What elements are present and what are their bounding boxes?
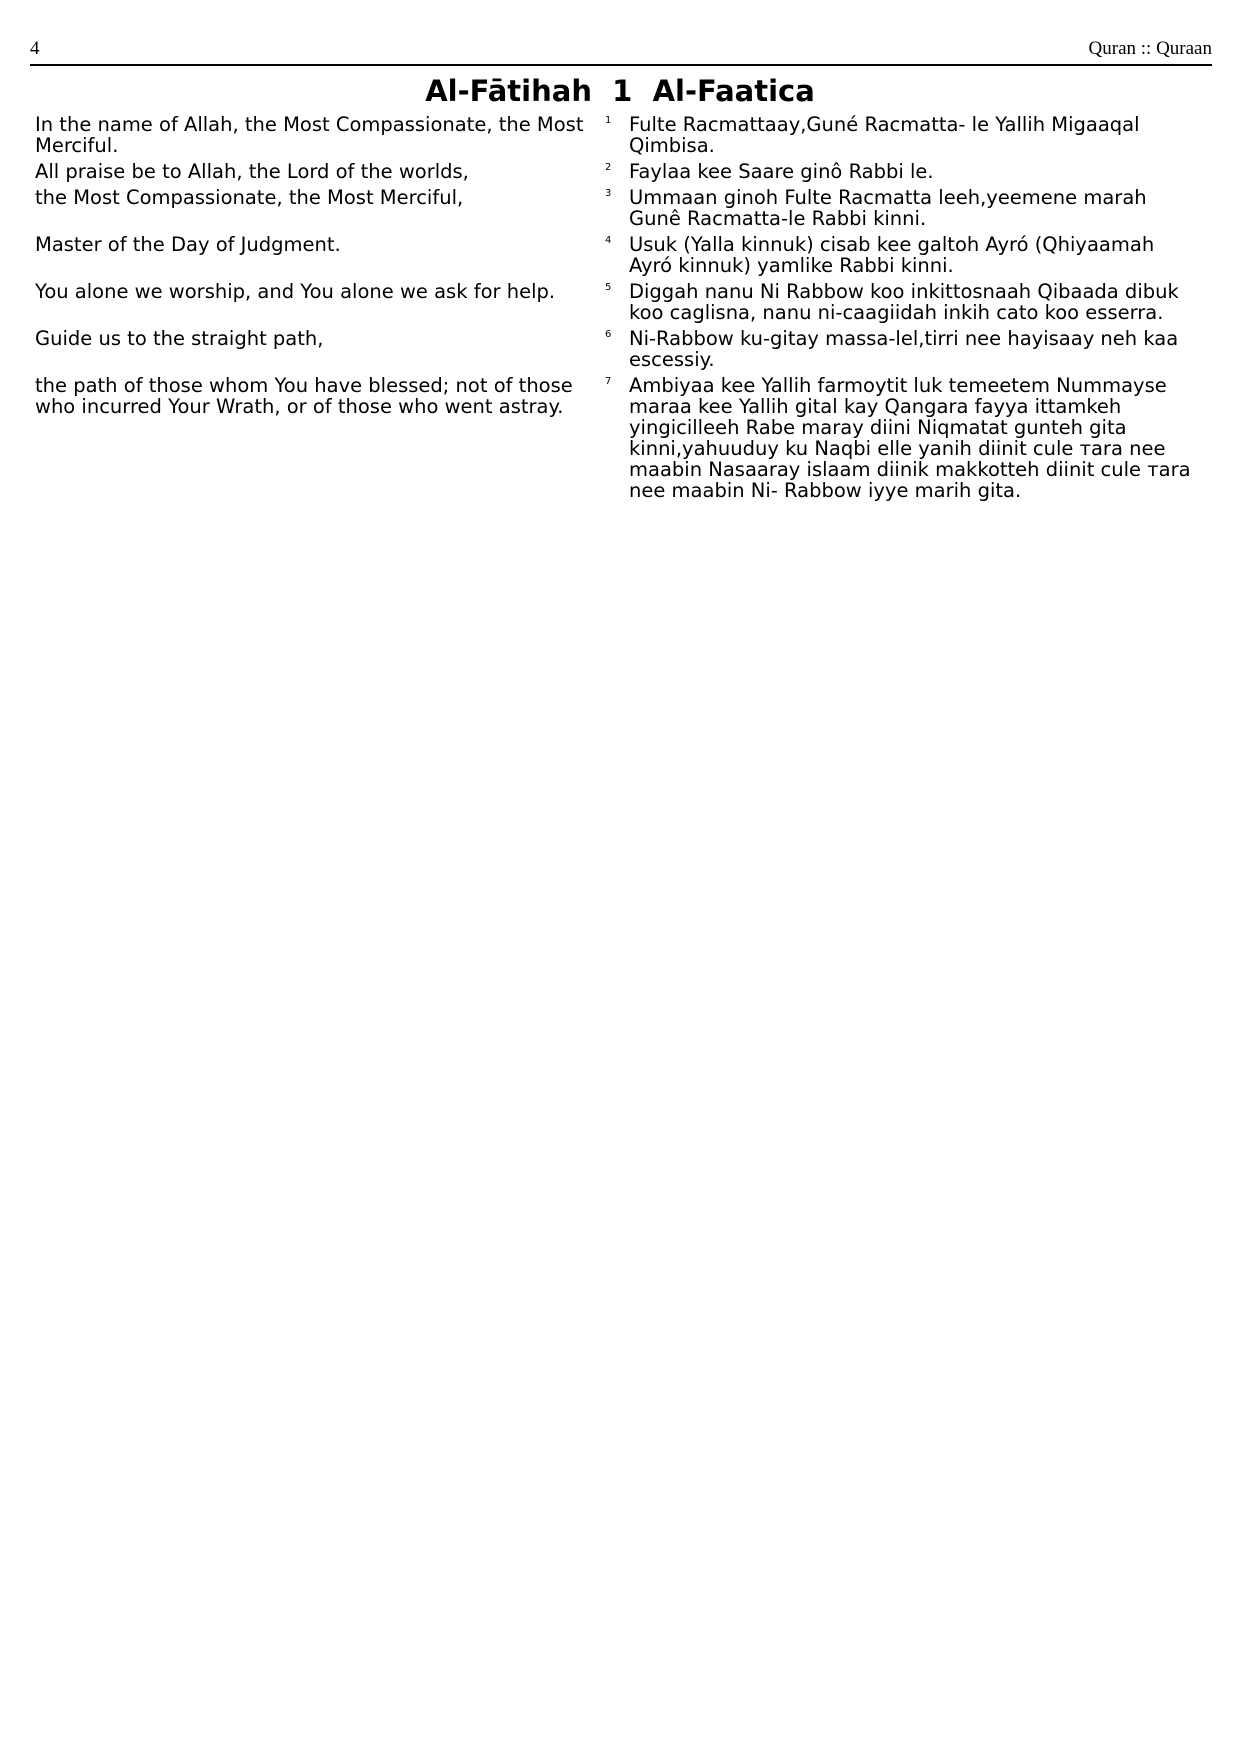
running-title: Quran :: Quraan	[1088, 38, 1212, 59]
page-number: 4	[30, 38, 40, 59]
verse-number: 5	[605, 282, 612, 293]
verse-number: 2	[605, 162, 612, 173]
verse-row	[35, 328, 1212, 370]
verse-afar: Ambiyaa kee Yallih farmoytit luk temeetem Nummayse maraa kee Yallih gital kay Qangara fayya ittamkeh yingicilleeh Rabe maray diini Niqmatat gunteh gita kinni,yahuuduy ku Naqbi elle yanih diinit cule тara nee maabin Nasaaray islaam diinik makkotteh diinit cule тara nee maabin Ni- Rabbow iyye marih gita.	[629, 374, 1191, 502]
verse-english: Master of the Day of Judgment.	[35, 233, 341, 256]
verse-english: the path of those whom You have blessed; not of those who incurred Your Wrath, or of those who went astray.	[35, 374, 573, 418]
verse-number: 6	[605, 329, 612, 340]
verse-number: 4	[605, 235, 612, 246]
verse-row	[35, 161, 1212, 182]
verse-row	[35, 187, 1212, 229]
chapter-title-afar: Al-Faatica	[652, 74, 815, 108]
verse-row	[35, 114, 1212, 156]
verse-afar: Fulte Racmattaay,Guné Racmatta- le Yallih Migaaqal Qimbisa.	[629, 113, 1140, 157]
verse-list	[35, 114, 1212, 506]
verse-english: In the name of Allah, the Most Compassionate, the Most Merciful.	[35, 113, 584, 157]
verse-number: 1	[605, 115, 612, 126]
verse-english: You alone we worship, and You alone we ask for help.	[35, 280, 556, 303]
verse-afar: Diggah nanu Ni Rabbow koo inkittosnaah Qibaada dibuk koo caglisna, nanu ni-caagiidah inkih cato koo esserra.	[629, 280, 1179, 324]
verse-afar: Ummaan ginoh Fulte Racmatta leeh,yeemene marah Gunê Racmatta-le Rabbi kinni.	[629, 186, 1147, 230]
verse-number: 7	[605, 376, 612, 387]
verse-afar: Faylaa kee Saare ginô Rabbi le.	[629, 160, 934, 183]
verse-english: the Most Compassionate, the Most Merciful,	[35, 186, 464, 209]
chapter-title	[0, 74, 1240, 108]
page-header	[30, 36, 1212, 66]
verse-row	[35, 375, 1212, 501]
verse-row	[35, 281, 1212, 323]
verse-number: 3	[605, 188, 612, 199]
chapter-title-english: Al-Fātihah	[425, 74, 592, 108]
verse-row	[35, 234, 1212, 276]
verse-afar: Ni-Rabbow ku-gitay massa-lel,tirri nee hayisaay neh kaa escessiy.	[629, 327, 1179, 371]
verse-english: Guide us to the straight path,	[35, 327, 324, 350]
verse-afar: Usuk (Yalla kinnuk) cisab kee galtoh Ayró (Qhiyaamah Ayró kinnuk) yamlike Rabbi kinni.	[629, 233, 1155, 277]
chapter-number: 1	[612, 74, 633, 108]
verse-english: All praise be to Allah, the Lord of the worlds,	[35, 160, 469, 183]
